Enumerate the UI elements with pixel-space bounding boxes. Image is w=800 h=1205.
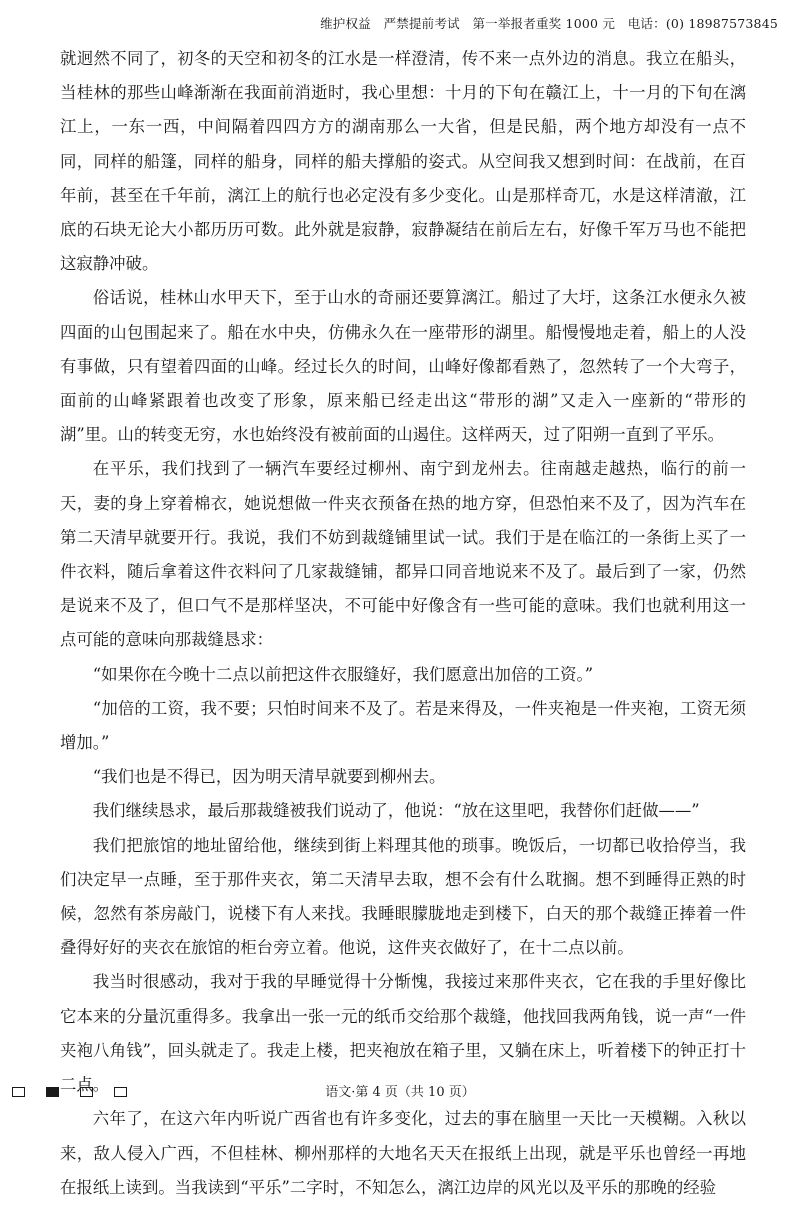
page-number: 语文·第 4 页（共 10 页）	[325, 1085, 475, 1100]
article-body	[60, 42, 746, 1205]
paragraph: 俗话说，桂林山水甲天下，至于山水的奇丽还要算漓江。船过了大圩，这条江水便永久被四面的山包围起来了。船在水中央，仿佛永久在一座带形的湖里。船慢慢地走着，船上的人没有事做，只有望着四面的山峰。经过长久的时间，山峰好像都看熟了，忽然转了一个大弯子，面前的山峰紧跟着也改变了形象，原来船已经走出这“带形的湖”又走入一座新的“带形的湖”里。山的转变无穷，水也始终没有被前面的山遏住。这样两天，过了阳朔一直到了平乐。	[60, 288, 746, 445]
dialogue-paragraph: “我们也是不得已，因为明天清早就要到柳州去。	[92, 767, 446, 787]
paragraph: 六年了，在这六年内听说广西省也有许多变化，过去的事在脑里一天比一天模糊。入秋以来，敌人侵入广西，不但桂林、柳州那样的大地名天天在报纸上出现，就是平乐也曾经一再地在报纸上读到。当我读到“平乐”二字时，不知怎么，漓江边岸的风光以及平乐的那晚的经验	[60, 1109, 746, 1197]
paragraph: 我当时很感动，我对于我的早睡觉得十分惭愧，我接过来那件夹衣，它在我的手里好像比它本来的分量沉重得多。我拿出一张一元的纸币交给那个裁缝，他找回我两角钱，说一声“一件夹袍八角钱”，回头就走了。我走上楼，把夹袍放在箱子里，又躺在床上，听着楼下的钟正打十二点。	[60, 972, 746, 1095]
paragraph: 在平乐，我们找到了一辆汽车要经过柳州、南宁到龙州去。往南越走越热，临行的前一天，妻的身上穿着棉衣，她说想做一件夹衣预备在热的地方穿，但恐怕来不及了，因为汽车在第二天清早就要开行。我说，我们不妨到裁缝铺里试一试。我们于是在临江的一条街上买了一件衣料，随后拿着这件衣料问了几家裁缝铺，都异口同音地说来不及了。最后到了一家，仍然是说来不及了，但口气不是那样坚决，不可能中好像含有一些可能的意味。我们也就利用这一点可能的意味向那裁缝恳求：	[60, 459, 746, 650]
dialogue-paragraph: “如果你在今晚十二点以前把这件衣服缝好，我们愿意出加倍的工资。”	[92, 664, 594, 684]
exam-header-notice: 维护权益 严禁提前考试 第一举报者重奖 1000 元 电话：(0) 18987573845	[320, 16, 778, 31]
paragraph: 就迥然不同了，初冬的天空和初冬的江水是一样澄清，传不来一点外边的消息。我立在船头，当桂林的那些山峰渐渐在我面前消逝时，我心里想：十月的下旬在赣江上，十一月的下旬在漓江上，一东一西，中间隔着四四方方的湖南那么一大省，但是民船，两个地方却没有一点不同，同样的船篷，同样的船身，同样的船夫撑船的姿式。从空间我又想到时间：在战前，在百年前，甚至在千年前，漓江上的航行也必定没有多少变化。山是那样奇兀，水是这样清澈，江底的石块无论大小都历历可数。此外就是寂静，寂静凝结在前后左右，好像千军万马也不能把这寂静冲破。	[60, 49, 746, 274]
page-footer	[0, 1083, 800, 1103]
dialogue-paragraph: “加倍的工资，我不要；只怕时间来不及了。若是来得及，一件夹袍是一件夹袍，工资无须增加。”	[60, 698, 746, 753]
paragraph: 我们继续恳求，最后那裁缝被我们说动了，他说：“放在这里吧，我替你们赶做——”	[92, 801, 700, 821]
paragraph: 我们把旅馆的地址留给他，继续到街上料理其他的琐事。晚饭后，一切都已收拾停当，我们决定早一点睡，至于那件夹衣，第二天清早去取，想不会有什么耽搁。想不到睡得正熟的时候，忽然有茶房敲门，说楼下有人来找。我睡眼朦胧地走到楼下，白天的那个裁缝正捧着一件叠得好好的夹衣在旅馆的柜台旁立着。他说，这件夹衣做好了，在十二点以前。	[60, 835, 746, 958]
